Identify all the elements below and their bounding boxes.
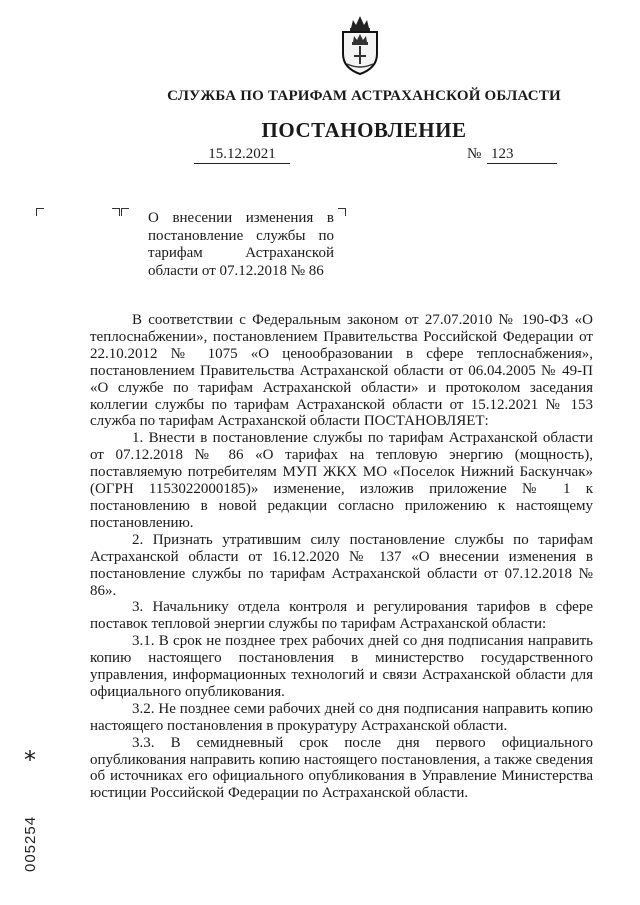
clause-3: 3. Начальнику отдела контроля и регулирования тарифов в сфере поставок тепловой энергии службы по тарифам Астраханской области: (90, 599, 593, 633)
document-subject: О внесении изменения в постановление службы по тарифам Астраханской области от 07.12.2018 № 86 (148, 210, 334, 279)
document-body (90, 312, 593, 802)
document-type: ПОСТАНОВЛЕНИЕ (261, 118, 467, 142)
corner-mark (338, 208, 346, 216)
organization-name: СЛУЖБА ПО ТАРИФАМ АСТРАХАНСКОЙ ОБЛАСТИ (167, 88, 561, 104)
clause-3-2: 3.2. Не позднее семи рабочих дней со дня подписания направить копию настоящего постановления в прокуратуру Астраханской области. (90, 700, 593, 734)
number-label: № (467, 146, 482, 162)
corner-mark (112, 208, 120, 216)
margin-serial-number: 005254 (22, 815, 39, 872)
clause-1: 1. Внести в постановление службы по тарифам Астраханской области от 07.12.2018 № 86 «О тарифах на тепловую энергию (мощность), поставляемую потребителям МУП ЖКХ МО «Поселок Нижний Баскунчак» (ОГРН 1153022000185)» изменение, изложив приложение № 1 к постановлению в новой редакции согласно приложению к настоящему постановлению. (90, 430, 593, 531)
document-date: 15.12.2021 (194, 146, 290, 164)
preamble-paragraph: В соответствии с Федеральным законом от 27.07.2010 № 190-ФЗ «О теплоснабжении», постановлением Правительства Российской Федерации от 22.10.2012 № 1075 «О ценообразовании в сфере теплоснабжения», постановлением Правительства Астраханской области от 06.04.2005 № 49-П «О службе по тарифам Астраханской области» и протоколом заседания коллегии службы по тарифам Астраханской области от 15.12.2021 № 153 служба по тарифам Астраханской области ПОСТАНОВЛЯЕТ: (90, 312, 593, 430)
clause-2: 2. Признать утратившим силу постановление службы по тарифам Астраханской области от 16.12.2020 № 137 «О внесении изменения в постановление службы по тарифам Астраханской области от 07.12.2018 № 86». (90, 531, 593, 599)
coat-of-arms-icon (337, 12, 383, 76)
document-number: 123 (487, 146, 557, 164)
margin-asterisk: * (24, 746, 36, 774)
clause-3-1: 3.1. В срок не позднее трех рабочих дней со дня подписания направить копию настоящего постановления в министерство государственного управления, информационных технологий и связи Астраханской области для официального опубликования. (90, 633, 593, 700)
corner-mark (36, 208, 44, 216)
corner-mark (121, 208, 129, 216)
clause-3-3: 3.3. В семидневный срок после дня первого официального опубликования направить копию настоящего постановления, а также сведения об источниках его официального опубликования в Управление Министерства юстиции Российской Федерации по Астраханской области. (90, 734, 593, 802)
